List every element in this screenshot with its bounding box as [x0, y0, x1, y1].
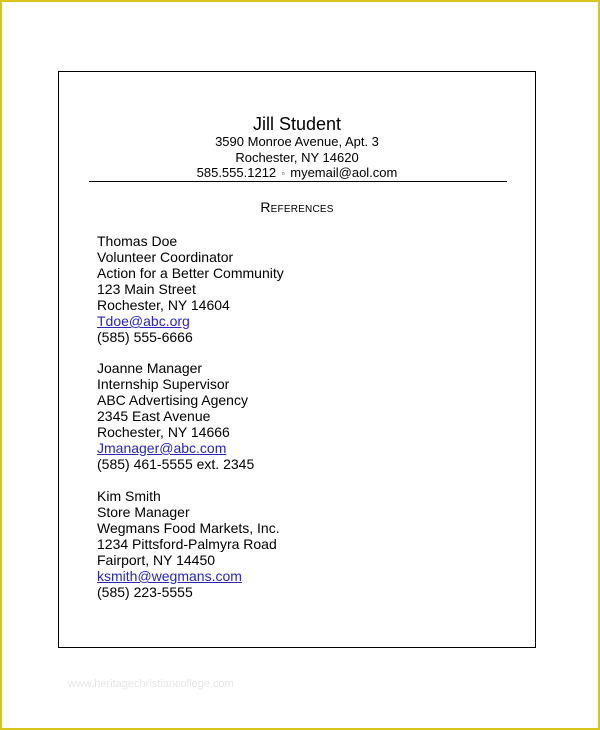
reference-entry — [97, 233, 284, 345]
resume-page — [58, 71, 536, 648]
reference-street: 2345 East Avenue — [97, 408, 211, 424]
reference-street: 123 Main Street — [97, 281, 196, 297]
applicant-name: Jill Student — [252, 114, 342, 134]
reference-phone: (585) 461-5555 ext. 2345 — [97, 456, 255, 472]
reference-email-link[interactable]: Tdoe@abc.org — [97, 313, 190, 329]
reference-name: Kim Smith — [97, 488, 161, 504]
phone-number: 585.555.1212 — [196, 165, 277, 180]
separator-icon: ▫ — [281, 169, 285, 179]
reference-title: Store Manager — [97, 504, 190, 520]
reference-city: Rochester, NY 14666 — [97, 424, 230, 440]
reference-name: Joanne Manager — [97, 360, 203, 376]
reference-street: 1234 Pittsford-Palmyra Road — [97, 536, 277, 552]
reference-organization: Action for a Better Community — [97, 265, 284, 281]
watermark-text: www.heritagechristiancollege.com — [68, 678, 234, 690]
reference-entry — [97, 488, 280, 600]
reference-email-link[interactable]: ksmith@wegmans.com — [97, 568, 242, 584]
reference-organization: Wegmans Food Markets, Inc. — [97, 520, 280, 536]
reference-city: Rochester, NY 14604 — [97, 297, 230, 313]
address-line-1: 3590 Monroe Avenue, Apt. 3 — [215, 134, 379, 149]
header-divider — [89, 181, 507, 182]
reference-entry — [97, 360, 254, 472]
reference-organization: ABC Advertising Agency — [97, 392, 248, 408]
reference-phone: (585) 223-5555 — [97, 584, 193, 600]
reference-city: Fairport, NY 14450 — [97, 552, 216, 568]
reference-phone: (585) 555-6666 — [97, 329, 193, 345]
contact-line — [59, 165, 535, 180]
reference-title: Internship Supervisor — [97, 376, 230, 392]
reference-name: Thomas Doe — [97, 233, 178, 249]
reference-email-link[interactable]: Jmanager@abc.com — [97, 440, 227, 456]
section-title: References — [260, 199, 334, 215]
reference-title: Volunteer Coordinator — [97, 249, 234, 265]
address-line-2: Rochester, NY 14620 — [235, 150, 359, 165]
email-address: myemail@aol.com — [290, 165, 398, 180]
